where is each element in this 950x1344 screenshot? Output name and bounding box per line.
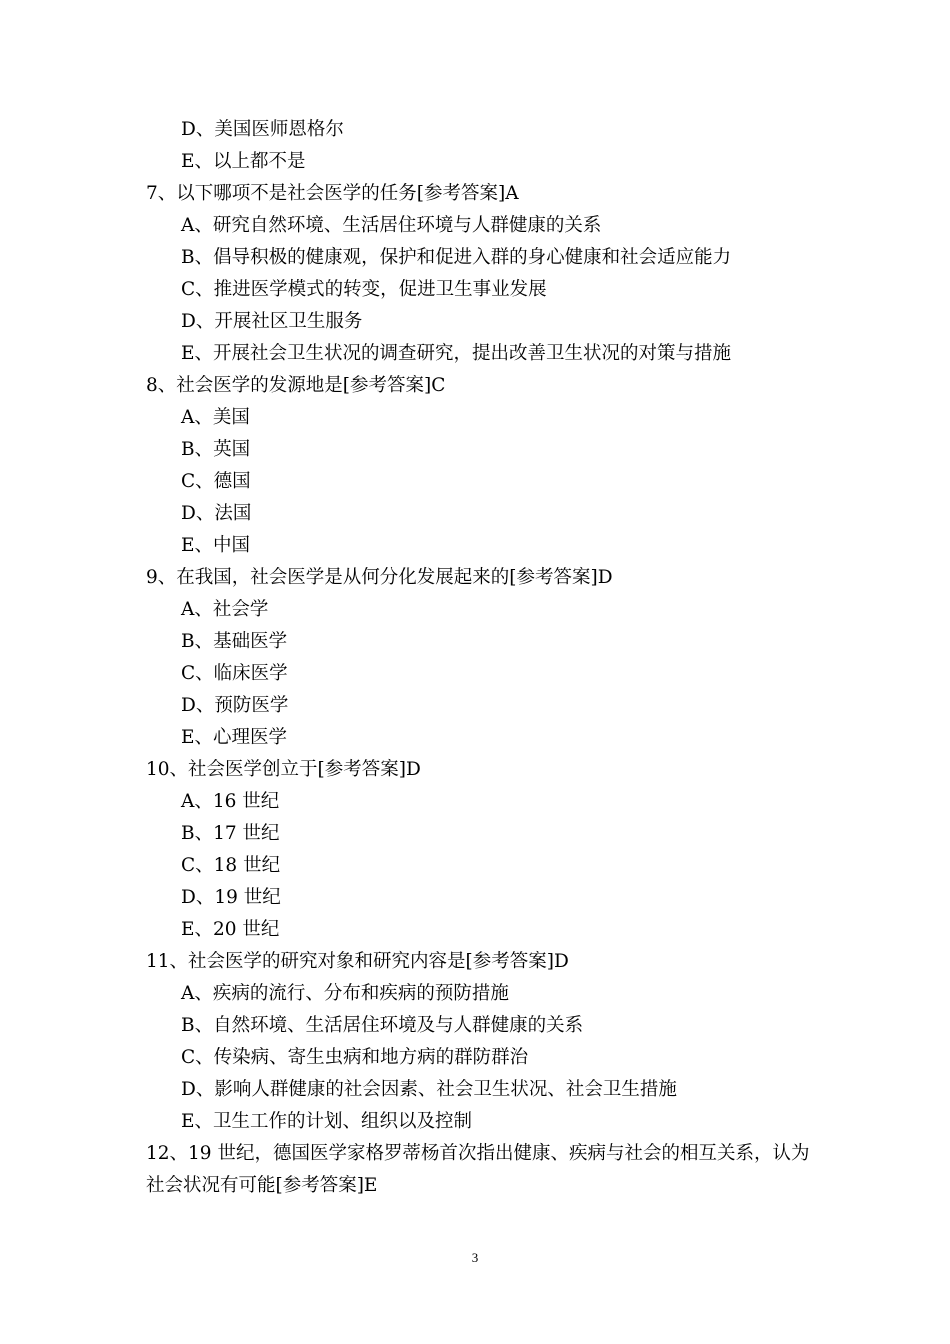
option-e: E、心理医学 — [181, 727, 288, 748]
option-e: E、开展社会卫生状况的调查研究，提出改善卫生状况的对策与措施 — [181, 343, 732, 364]
option-b: B、17 世纪 — [181, 823, 280, 844]
option-b: B、自然环境、生活居住环境及与人群健康的关系 — [181, 1015, 584, 1036]
option-c: C、传染病、寄生虫病和地方病的群防群治 — [181, 1047, 529, 1068]
question-11: 11、社会医学的研究对象和研究内容是[参考答案]D — [146, 951, 569, 972]
option-d: D、19 世纪 — [181, 887, 281, 908]
option-a: A、研究自然环境、生活居住环境与人群健康的关系 — [181, 215, 602, 236]
question-9: 9、在我国，社会医学是从何分化发展起来的[参考答案]D — [146, 567, 613, 588]
option-d: D、法国 — [181, 503, 252, 524]
option-b: B、倡导积极的健康观，保护和促进入群的身心健康和社会适应能力 — [181, 247, 732, 268]
option-e: E、中国 — [181, 535, 251, 556]
option-e: E、卫生工作的计划、组织以及控制 — [181, 1111, 473, 1132]
option-e: E、20 世纪 — [181, 919, 280, 940]
question-10: 10、社会医学创立于[参考答案]D — [146, 759, 421, 780]
option-c: C、18 世纪 — [181, 855, 281, 876]
question-7: 7、以下哪项不是社会医学的任务[参考答案]A — [146, 183, 519, 204]
question-12: 12、19 世纪，德国医学家格罗蒂杨首次指出健康、疾病与社会的相互关系，认为社会状况有可能[参考答案]E — [146, 1143, 810, 1196]
option-c: C、临床医学 — [181, 663, 288, 684]
option-a: A、美国 — [181, 407, 250, 428]
option-c: C、德国 — [181, 471, 251, 492]
option-a: A、社会学 — [181, 599, 269, 620]
option-a: A、16 世纪 — [181, 791, 280, 812]
option-a: A、疾病的流行、分布和疾病的预防措施 — [181, 983, 509, 1004]
page-content — [0, 114, 950, 1202]
option-d: D、美国医师恩格尔 — [181, 119, 344, 140]
option-d: D、预防医学 — [181, 695, 289, 716]
option-b: B、英国 — [181, 439, 251, 460]
option-e: E、以上都不是 — [181, 151, 306, 172]
option-c: C、推进医学模式的转变，促进卫生事业发展 — [181, 279, 547, 300]
option-b: B、基础医学 — [181, 631, 288, 652]
page-number: 3 — [471, 1250, 479, 1265]
question-8: 8、社会医学的发源地是[参考答案]C — [146, 375, 446, 396]
option-d: D、影响人群健康的社会因素、社会卫生状况、社会卫生措施 — [181, 1079, 677, 1100]
option-d: D、开展社区卫生服务 — [181, 311, 363, 332]
